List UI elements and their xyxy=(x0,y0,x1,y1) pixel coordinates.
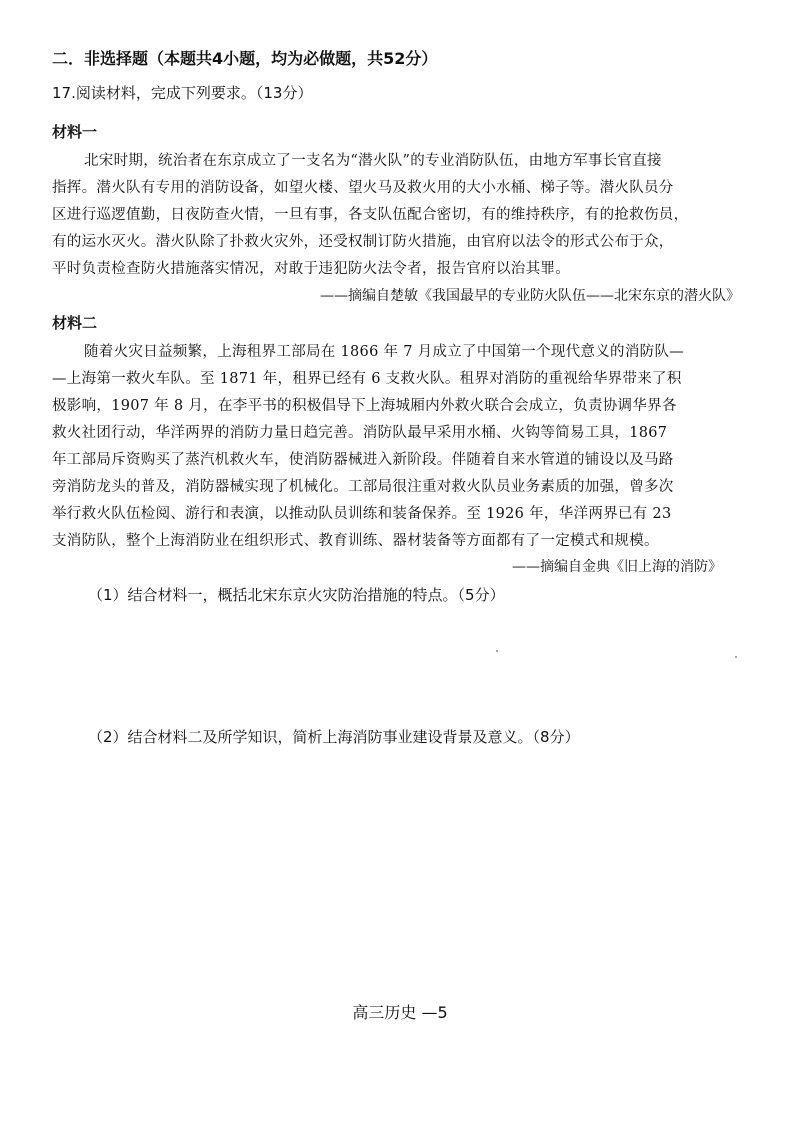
material1-line: 指挥。潜火队有专用的消防设备，如望火楼、望火马及救火用的大小水桶、梯子等。潜火队员分 xyxy=(52,180,674,196)
material1-line: 平时负责检查防火措施落实情况，对敢于违犯防火法令者，报告官府以治其罪。 xyxy=(52,261,570,277)
scan-speck xyxy=(735,656,737,658)
material2-line: 支消防队，整个上海消防业在组织形式、教育训练、器材装备等方面都有了一定模式和规模。 xyxy=(52,533,659,549)
question-title: 17.阅读材料，完成下列要求。（13分） xyxy=(52,84,313,102)
material1-source: ——摘编自楚敏《我国最早的专业防火队伍——北宋东京的潜火队》 xyxy=(320,288,740,304)
scan-speck xyxy=(496,650,498,652)
material1-line: 区进行巡逻值勤，日夜防查火情，一旦有事，各支队伍配合密切，有的维持秩序，有的抢救伤员， xyxy=(52,207,689,223)
material2-source: ——摘编自金典《旧上海的消防》 xyxy=(512,559,722,575)
material2-line: 极影响，1907 年 8 月，在李平书的积极倡导下上海城厢内外救火联合会成立，负责协调华界各 xyxy=(52,398,677,414)
material2-heading: 材料二 xyxy=(52,314,98,332)
sub-question-1: （1）结合材料一，概括北宋东京火灾防治措施的特点。（5分） xyxy=(88,586,505,604)
page-footer: 高三历史 —5 xyxy=(352,1003,448,1022)
material2-line: 旁消防龙头的普及，消防器械实现了机械化。工部局很注重对救火队员业务素质的加强，曾多次 xyxy=(52,479,674,495)
material2-line: 救火社团行动，华洋两界的消防力量日趋完善。消防队最早采用水桶、火钩等简易工具，1867 xyxy=(52,425,668,441)
material2-line: 年工部局斥资购买了蒸汽机救火车，使消防器械进入新阶段。伴随着自来水管道的铺设以及马路 xyxy=(52,452,674,468)
sub-question-2: （2）结合材料二及所学知识，简析上海消防事业建设背景及意义。（8分） xyxy=(88,728,580,746)
material1-line: 北宋时期，统治者在东京成立了一支名为“潜火队”的专业消防队伍，由地方军事长官直接 xyxy=(84,153,662,169)
material2-line: —上海第一救火车队。至 1871 年，租界已经有 6 支救火队。租界对消防的重视给华界带来了积 xyxy=(52,371,682,387)
material1-heading: 材料一 xyxy=(52,123,98,141)
material1-line: 有的运水灭火。潜火队除了扑救火灾外，还受权制订防火措施，由官府以法令的形式公布于众， xyxy=(52,234,674,250)
material2-line: 举行救火队伍检阅、游行和表演，以推动队员训练和装备保养。至 1926 年，华洋两界已有 23 xyxy=(52,506,672,522)
material2-line: 随着火灾日益频繁，上海租界工部局在 1866 年 7 月成立了中国第一个现代意义的消防队— xyxy=(84,344,685,360)
section-title: 二．非选择题（本题共4小题，均为必做题，共52分） xyxy=(52,49,438,68)
